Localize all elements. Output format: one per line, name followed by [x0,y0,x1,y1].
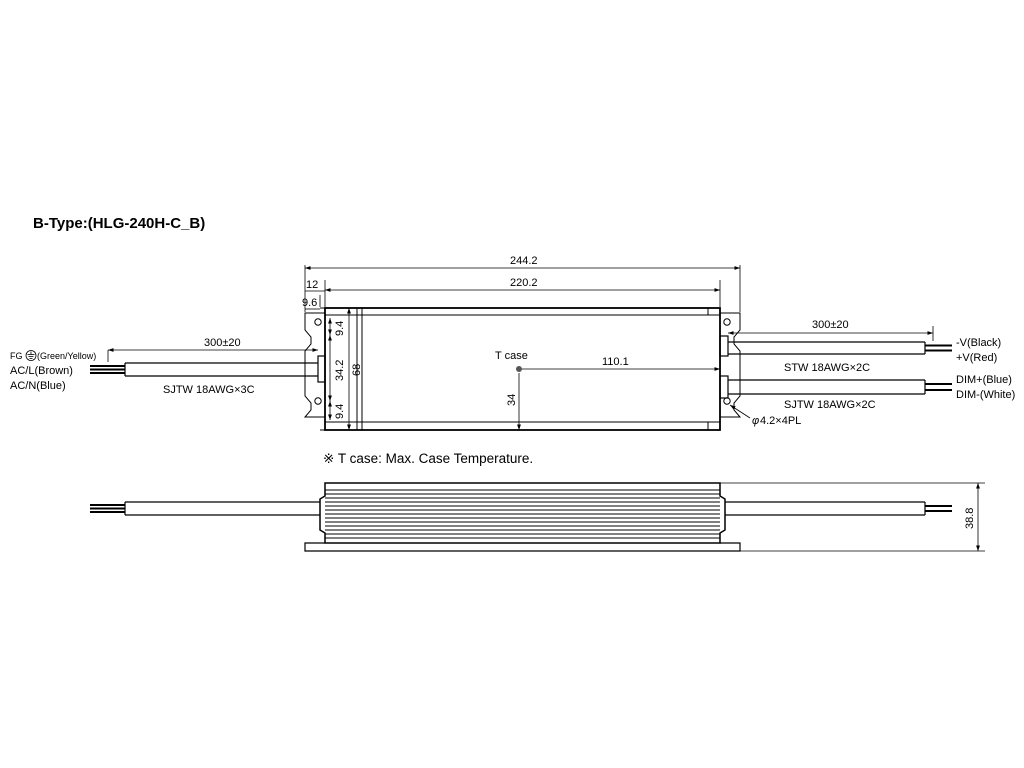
tcase-label: T case [495,350,528,362]
output-cable-spec: STW 18AWG×2C [784,362,871,374]
heatsink-fins [325,490,720,538]
tcase-point [516,366,522,372]
dim-flange-inner: 9.6 [302,297,318,309]
dim-body-length: 220.2 [510,277,538,289]
dim-tcase-y: 34 [506,393,518,406]
side-view [90,483,985,551]
tcase-note: ※ T case: Max. Case Temperature. [323,451,534,466]
hole-spec-label: 4.2×4PL [760,415,802,427]
v-plus-label: +V(Red) [956,352,998,364]
input-wire-ends [90,366,125,373]
mounting-hole [315,319,321,325]
input-cable-spec: SJTW 18AWG×3C [163,384,255,396]
fg-color-label: (Green/Yellow) [37,351,97,361]
hole-diameter-symbol: φ [752,415,760,427]
dim-input-cable: 300±20 [204,337,241,349]
dim-width: 68 [351,363,363,376]
dim-output-cable: 300±20 [812,319,849,331]
output-gland [720,336,728,356]
dim-cable-spec: SJTW 18AWG×2C [784,399,876,411]
dim-overall-length: 244.2 [510,255,538,267]
dim-tcase-x: 110.1 [602,356,629,368]
drawing-title: B-Type:(HLG-240H-C_B) [33,215,206,232]
v-minus-label: -V(Black) [956,337,1002,349]
ground-icon [26,351,36,361]
dim-plus-label: DIM+(Blue) [956,374,1012,386]
fg-label: FG [10,351,23,361]
mounting-hole [724,319,730,325]
dim-minus-label: DIM-(White) [956,389,1016,401]
input-gland [318,356,325,382]
dim-hole-span: 34.2 [334,359,346,381]
dim-gland [720,376,728,398]
mounting-hole [315,398,321,404]
ac-l-label: AC/L(Brown) [10,365,73,377]
ac-n-label: AC/N(Blue) [10,380,66,392]
mounting-hole [724,398,730,404]
dim-hole-bottom: 9.4 [334,403,346,419]
side-flange [305,543,740,551]
dim-hole-top: 9.4 [334,320,346,336]
dim-flange: 12 [306,279,319,291]
dim-height: 38.8 [964,507,976,529]
